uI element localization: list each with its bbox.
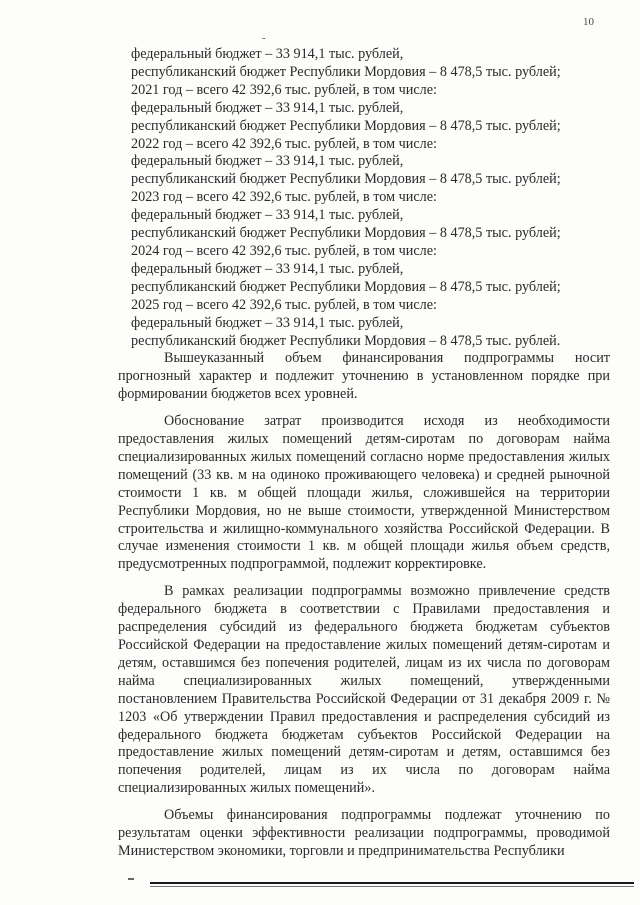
budget-line: федеральный бюджет – 33 914,1 тыс. рублей,: [131, 207, 404, 224]
budget-breakdown-list: [118, 46, 610, 350]
federal-funds-paragraph: В рамках реализации подпрограммы возможно привлечение средств федерального бюджета в соответствии с Правилами предоставления и распределения субсидий из федерального бюджета бюджетам субъектов Российской Федерации на предоставление жилых помещений детям-сиротам и детям, оставшимся без попечения родителей, лицам из их числа по договорам найма специализированных жилых помещений, утвержденными постановлением Правительства Российской Федерации от 31 декабря 2009 г. № 1203 «Об утверждении Правил предоставления и распределения субсидий из федерального бюджета бюджетам субъектов Российской Федерации на предоставление жилых помещений детям-сиротам и детям, оставшимся без попечения родителей, лицам из их числа по договорам найма специализированных жилых помещений».: [118, 583, 610, 797]
budget-line: республиканский бюджет Республики Мордовия – 8 478,5 тыс. рублей;: [131, 117, 561, 134]
budget-line: республиканский бюджет Республики Мордовия – 8 478,5 тыс. рублей.: [131, 332, 561, 349]
top-mark: -: [262, 32, 266, 44]
scan-mark: [128, 878, 134, 880]
budget-line: 2021 год – всего 42 392,6 тыс. рублей, в том числе:: [131, 81, 437, 98]
budget-line: республиканский бюджет Республики Мордовия – 8 478,5 тыс. рублей;: [131, 225, 561, 242]
budget-line: республиканский бюджет Республики Мордовия – 8 478,5 тыс. рублей;: [131, 63, 561, 80]
financing-forecast-paragraph: Вышеуказанный объем финансирования подпрограммы носит прогнозный характер и подлежит уточнению в установленном порядке при формировании бюджетов всех уровней.: [118, 350, 610, 403]
financing-adjustment-paragraph: Объемы финансирования подпрограммы подлежат уточнению по результатам оценки эффективности реализации подпрограммы, проводимой Министерством экономики, торговли и предпринимательства Республики: [118, 807, 610, 859]
bottom-rule-thin: [150, 886, 634, 887]
budget-line: федеральный бюджет – 33 914,1 тыс. рублей,: [131, 46, 404, 62]
budget-line: 2023 год – всего 42 392,6 тыс. рублей, в том числе:: [131, 189, 437, 206]
budget-line: республиканский бюджет Республики Мордовия – 8 478,5 тыс. рублей;: [131, 278, 561, 295]
budget-line: 2024 год – всего 42 392,6 тыс. рублей, в том числе:: [131, 242, 437, 259]
bottom-rule: [150, 882, 634, 884]
cost-justification-paragraph: Обоснование затрат производится исходя из необходимости предоставления жилых помещений детям-сиротам по договорам найма специализированных жилых помещений согласно норме предоставления жилых помещений (33 кв. м на одиноко проживающего человека) и средней рыночной стоимости 1 кв. м общей площади жилья, сложившейся на территории Республики Мордовия, но не выше стоимости, утвержденной Министерством строительства и жилищно-коммунального хозяйства Российской Федерации. В случае изменения стоимости 1 кв. м общей площади жилья объем средств, предусмотренных подпрограммой, подлежит корректировке.: [118, 413, 610, 573]
budget-line: федеральный бюджет – 33 914,1 тыс. рублей,: [131, 260, 404, 277]
budget-line: федеральный бюджет – 33 914,1 тыс. рублей,: [131, 153, 404, 170]
budget-line: федеральный бюджет – 33 914,1 тыс. рублей,: [131, 314, 404, 331]
document-body: [118, 46, 610, 861]
page-number: 10: [583, 16, 594, 28]
budget-line: федеральный бюджет – 33 914,1 тыс. рублей,: [131, 99, 404, 116]
budget-line: 2025 год – всего 42 392,6 тыс. рублей, в том числе:: [131, 296, 437, 313]
budget-line: 2022 год – всего 42 392,6 тыс. рублей, в том числе:: [131, 135, 437, 152]
budget-line: республиканский бюджет Республики Мордовия – 8 478,5 тыс. рублей;: [131, 171, 561, 188]
